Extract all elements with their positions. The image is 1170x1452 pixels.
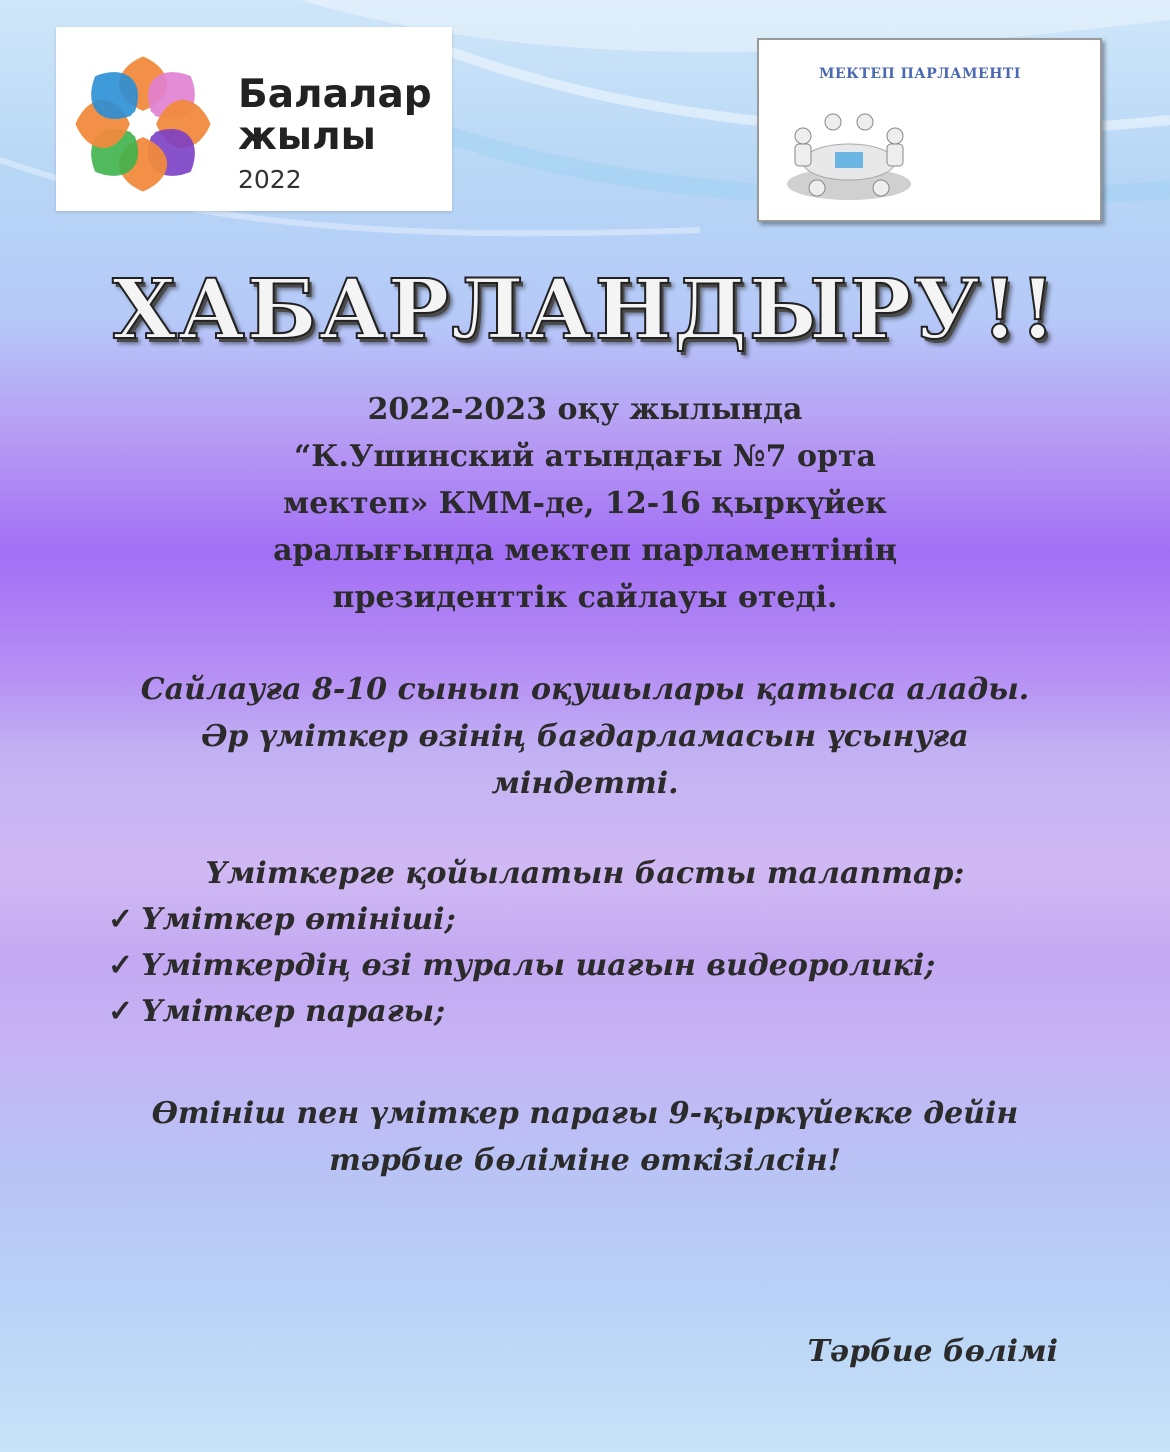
eligibility-line: міндетті. xyxy=(491,766,679,801)
list-item xyxy=(108,897,935,943)
deadline-line: тәрбие бөліміне өткізілсін! xyxy=(329,1143,841,1178)
parliament-title: МЕКТЕП ПАРЛАМЕНТІ xyxy=(819,66,1021,82)
announcement-line: президенттік сайлауы өтеді. xyxy=(332,580,838,615)
checkmark-icon: ✓ xyxy=(108,994,134,1029)
announcement-line: мектеп» КММ-де, 12-16 қыркүйек xyxy=(283,486,887,521)
requirements-list xyxy=(108,897,935,1035)
flower-logo-icon xyxy=(68,49,218,199)
announcement-line: аралығында мектеп парламентінің xyxy=(273,533,897,568)
list-item xyxy=(108,989,935,1035)
announcement-text xyxy=(0,386,1170,621)
signature: Тәрбие бөлімі xyxy=(807,1334,1058,1369)
eligibility-text xyxy=(0,666,1170,807)
requirement-text: Үміткер парағы; xyxy=(141,994,446,1029)
announcement-line: 2022-2023 оқу жылында xyxy=(367,392,803,427)
eligibility-line: Сайлауға 8-10 сынып оқушылары қатыса алады. xyxy=(140,672,1030,707)
logo-title-line2: жылы xyxy=(238,114,376,159)
list-item xyxy=(108,943,935,989)
school-parliament-card xyxy=(757,38,1102,222)
headline: ХАБАРЛАНДЫРУ!! xyxy=(112,262,1058,358)
logo-title-line1: Балалар xyxy=(238,72,432,117)
meeting-table-illustration xyxy=(777,92,922,212)
deadline-line: Өтініш пен үміткер парағы 9-қыркүйекке дейін xyxy=(151,1096,1019,1131)
checkmark-icon: ✓ xyxy=(108,948,134,983)
eligibility-line: Әр үміткер өзінің бағдарламасын ұсынуға xyxy=(201,719,969,754)
requirements-heading xyxy=(0,850,1170,897)
requirement-text: Үміткер өтініші; xyxy=(141,902,456,937)
announcement-line: “К.Ушинский атындағы №7 орта xyxy=(294,439,876,474)
requirement-text: Үміткердің өзі туралы шағын видеороликі; xyxy=(141,948,936,983)
checkmark-icon: ✓ xyxy=(108,902,134,937)
balalar-jyly-logo xyxy=(56,27,452,211)
deadline-text xyxy=(0,1090,1170,1184)
logo-year: 2022 xyxy=(238,165,302,194)
requirements-heading-text: Үміткерге қойылатын басты талаптар: xyxy=(205,856,965,891)
